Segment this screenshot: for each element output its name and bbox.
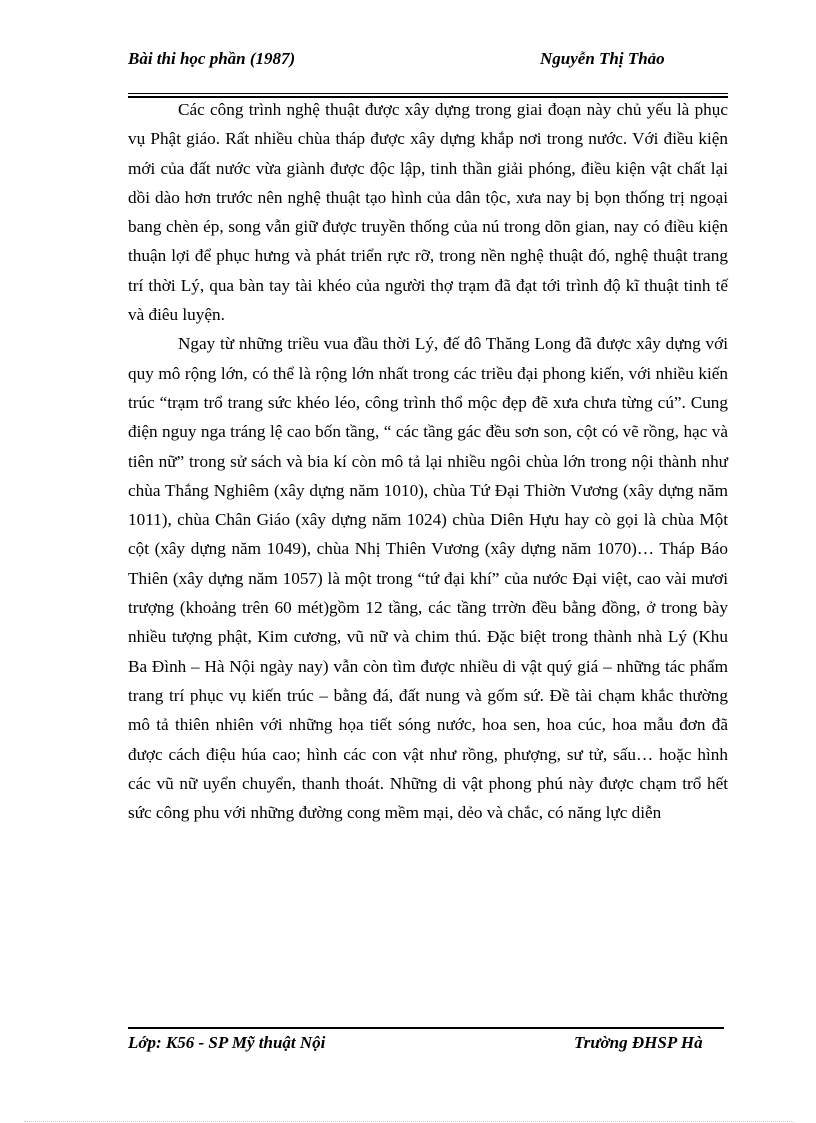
header-course-title: Bài thi học phần (1987) <box>128 49 296 68</box>
paragraph-1: Các công trình nghệ thuật được xây dựng trong giai đoạn này chủ yếu là phục vụ Phật giáo. Rất nhiều chùa tháp được xây dựng khắp nơi trong nước. Với điều kiện mới của đất nước vừa giành được độc lập, tinh thần giải phóng, điều kiện vật chất lại dồi dào hơn trước nên nghệ thuật tạo hình của dân tộc, xưa nay bị bọn thống trị ngoại bang chèn ép, song vẫn giữ được truyền thống của nú trong dõn gian, nay có điều kiện thuận lợi để phục hưng và phát triển rực rỡ, trong nền nghệ thuật đó, nghệ thuật trang trí thời Lý, qua bàn tay tài khéo của người thợ trạm đã đạt tới trình độ kĩ thuật tinh tế và điêu luyện. <box>128 100 728 325</box>
header-author-name: Nguyễn Thị Thảo <box>540 49 665 68</box>
page-bottom-dotted-line <box>24 1121 794 1122</box>
footer-school-name: Trường ĐHSP Hà <box>574 1033 703 1052</box>
paragraph-2: Ngay từ những triều vua đầu thời Lý, đế đô Thăng Long đã được xây dựng với quy mô rộng lớn, có thể là rộng lớn nhất trong các triều đại phong kiến, với nhiều kiến trúc “trạm trổ trang sức khéo léo, công trình thổ mộc đẹp đẽ xưa chưa từng cú”. Cung điện nguy nga tráng lệ cao bốn tầng, “ các tầng gác đều sơn son, cột có vẽ rồng, hạc và tiên nữ” trong sử sách và bia kí còn mô tả lại nhiều ngôi chùa lớn trong nội thành như chùa Thắng Nghiêm (xây dựng năm 1010), chùa Tứ Đại Thiờn Vương (xây dựng năm 1011), chùa Chân Giáo (xây dựng năm 1024) chùa Diên Hựu hay cò gọi là chùa Một cột (xây dựng năm 1049), chùa Nhị Thiên Vương (xây dựng năm 1070)… Tháp Báo Thiên (xây dựng năm 1057) là một trong “tứ đại khí” của nước Đại việt, cao vài mươi trượng (khoảng trên 60 mét)gồm 12 tầng, các tầng trrờn đều bằng đồng, ở trong bày nhiều tượng phật, Kim cương, vũ nữ và chim thú. Đặc biệt trong thành nhà Lý (Khu Ba Đình – Hà Nội ngày nay) vẫn còn tìm được nhiều di vật quý giá – những tác phẩm trang trí phục vụ kiến trúc – bằng đá, đất nung và gốm sứ. Đề tài chạm khắc thường mô tả thiên nhiên với những họa tiết sóng nước, hoa sen, hoa cúc, hoa mẫu đơn đã được cách điệu húa cao; hình các con vật như rồng, phượng, sư tử, sấu… hoặc hình các vũ nữ uyển chuyển, thanh thoát. Những di vật phong phú này được chạm trổ hết sức công phu với những đường cong mềm mại, dẻo và chắc, có năng lực diễn <box>128 334 728 823</box>
body-text <box>128 95 728 827</box>
footer-rule <box>128 1027 724 1029</box>
footer-class-label: Lớp: K56 - SP Mỹ thuật Nội <box>128 1033 326 1052</box>
header-rule-thin <box>128 93 728 94</box>
